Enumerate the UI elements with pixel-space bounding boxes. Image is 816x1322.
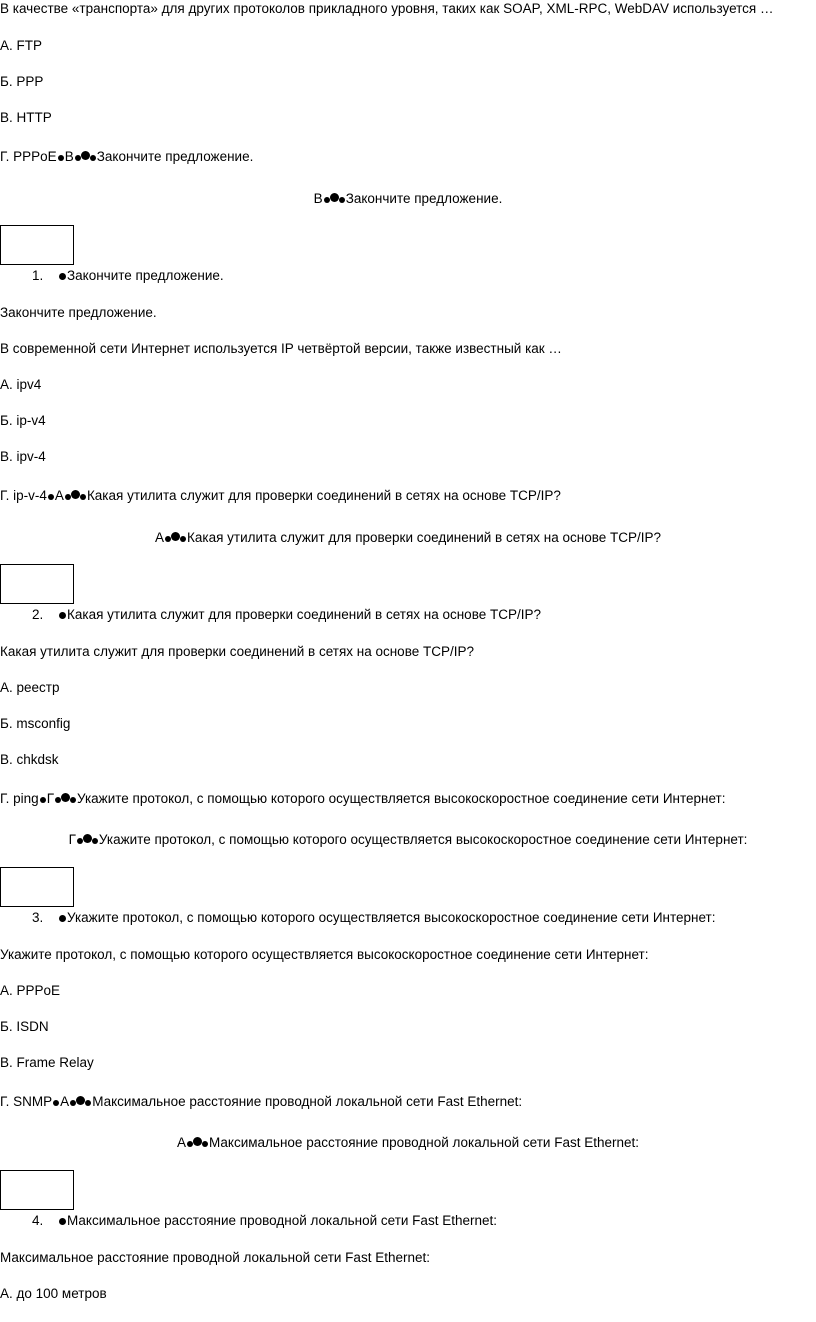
item-prompt: Закончите предложение. [67, 268, 224, 283]
option-d: Г. SNMP [0, 1094, 53, 1109]
option-b: Б. msconfig [0, 716, 71, 731]
answer-letter: Г [46, 791, 54, 806]
answer-letter: Г [68, 832, 76, 847]
option-d-line [0, 148, 253, 166]
bullet-dots-icon [65, 487, 86, 505]
answer-input-box[interactable] [0, 225, 74, 265]
numbered-item [32, 1212, 497, 1230]
answer-input-box[interactable] [0, 1170, 74, 1210]
bullet-dot-icon [53, 1093, 59, 1111]
numbered-item [32, 267, 224, 285]
option-d: Г. ip-v-4 [0, 488, 47, 503]
option-c: В. ipv-4 [0, 449, 46, 464]
item-prompt: Какая утилита служит для проверки соединений в сетях на основе TCP/IP? [67, 607, 541, 622]
item-number: 1. [32, 268, 44, 283]
option-a: А. PPPoE [0, 983, 61, 998]
answer-letter: А [155, 530, 165, 545]
option-c: В. HTTP [0, 110, 52, 125]
answer-input-box[interactable] [0, 564, 74, 604]
option-c: В. Frame Relay [0, 1055, 94, 1070]
item-prompt: Максимальное расстояние проводной локальной сети Fast Ethernet: [67, 1213, 497, 1228]
section-heading: Закончите предложение. [0, 305, 157, 320]
item-number: 2. [32, 607, 44, 622]
answer-input-box[interactable] [0, 867, 74, 907]
option-b: Б. ip-v4 [0, 413, 46, 428]
option-a: А. до 100 метров [0, 1286, 107, 1301]
bullet-dot-icon [59, 267, 66, 285]
bullet-dots-icon [77, 831, 98, 849]
question-text: Максимальное расстояние проводной локальной сети Fast Ethernet: [0, 1250, 430, 1265]
next-prompt: Какая утилита служит для проверки соединений в сетях на основе TCP/IP? [187, 530, 661, 545]
option-a: А. FTP [0, 38, 43, 53]
bullet-dot-icon [58, 148, 64, 166]
bullet-dot-icon [59, 1212, 66, 1230]
item-number: 4. [32, 1213, 44, 1228]
option-d: Г. ping [0, 791, 39, 806]
option-c: В. chkdsk [0, 752, 59, 767]
bullet-dot-icon [59, 909, 66, 927]
centered-prompt-line [0, 1134, 816, 1152]
answer-letter: А [60, 1094, 70, 1109]
option-b: Б. ISDN [0, 1019, 49, 1034]
option-d-line [0, 487, 561, 505]
question-text: Какая утилита служит для проверки соединений в сетях на основе TCP/IP? [0, 644, 474, 659]
bullet-dot-icon [48, 487, 54, 505]
answer-letter: А [177, 1135, 187, 1150]
next-prompt: Максимальное расстояние проводной локальной сети Fast Ethernet: [209, 1135, 639, 1150]
answer-letter: В [64, 149, 74, 164]
item-number: 3. [32, 910, 44, 925]
question-text: В современной сети Интернет используется IP четвёртой версии, также известный как … [0, 341, 562, 356]
question-text: В качестве «транспорта» для других протоколов прикладного уровня, таких как SOAP, XML-RPC, WebDAV используется … [0, 1, 774, 16]
next-prompt: Закончите предложение. [96, 149, 254, 164]
bullet-dots-icon [55, 790, 76, 808]
option-a: А. реестр [0, 680, 60, 695]
next-prompt: Укажите протокол, с помощью которого осуществляется высокоскоростное соединение сети Интернет: [98, 832, 748, 847]
next-prompt: Закончите предложение. [345, 191, 503, 206]
answer-letter: В [313, 191, 323, 206]
bullet-dots-icon [70, 1093, 91, 1111]
next-prompt: Максимальное расстояние проводной локальной сети Fast Ethernet: [92, 1094, 523, 1109]
bullet-dot-icon [40, 790, 46, 808]
option-d: Г. PPPoE [0, 149, 57, 164]
bullet-dots-icon [324, 190, 345, 208]
numbered-item [32, 909, 716, 927]
option-d-line [0, 1093, 522, 1111]
centered-prompt-line [0, 529, 816, 547]
bullet-dot-icon [59, 606, 66, 624]
numbered-item [32, 606, 541, 624]
option-b: Б. PPP [0, 74, 44, 89]
option-a: А. ipv4 [0, 377, 42, 392]
answer-letter: А [54, 488, 64, 503]
bullet-dots-icon [187, 1134, 208, 1152]
option-d-line [0, 790, 726, 808]
next-prompt: Какая утилита служит для проверки соединений в сетях на основе TCP/IP? [86, 488, 561, 503]
bullet-dots-icon [75, 148, 96, 166]
item-prompt: Укажите протокол, с помощью которого осуществляется высокоскоростное соединение сети Интернет: [67, 910, 716, 925]
centered-prompt-line [0, 831, 816, 849]
centered-prompt-line [0, 190, 816, 208]
question-text: Укажите протокол, с помощью которого осуществляется высокоскоростное соединение сети Интернет: [0, 947, 649, 962]
bullet-dots-icon [165, 529, 186, 547]
next-prompt: Укажите протокол, с помощью которого осуществляется высокоскоростное соединение сети Интернет: [77, 791, 726, 806]
